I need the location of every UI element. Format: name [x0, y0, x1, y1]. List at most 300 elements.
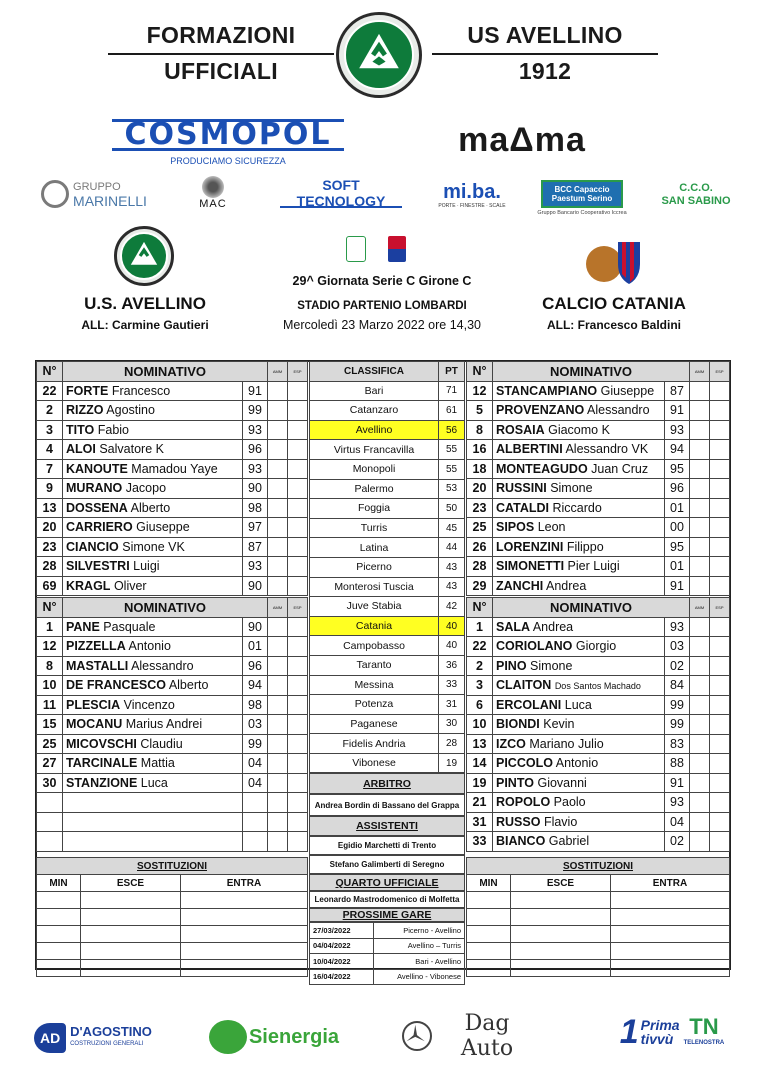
player-surname: MOCANU: [66, 717, 123, 732]
standings-team: Paganese: [310, 714, 439, 734]
player-birth-year: 88: [665, 754, 690, 774]
player-name: [63, 676, 243, 696]
substitutions-header-row: [37, 858, 308, 875]
standings-points: 50: [439, 499, 465, 519]
player-row: [37, 617, 308, 637]
standings-table: [309, 361, 465, 773]
amm-header: AMM: [690, 598, 710, 618]
player-esp-cell: [288, 576, 308, 596]
player-surname: SILVESTRI: [66, 559, 130, 574]
player-amm-cell: [690, 656, 710, 676]
player-name: [63, 459, 243, 479]
amm-header: AMM: [268, 598, 288, 618]
player-row: [37, 754, 308, 774]
player-esp-cell: [710, 576, 730, 596]
match-stadium: STADIO PARTENIO LOMBARDI: [297, 300, 467, 312]
player-number: 25: [467, 518, 493, 538]
player-firstname: Riccardo: [552, 500, 602, 515]
player-number: 22: [37, 381, 63, 401]
avellino-crest-logo: [336, 12, 422, 98]
standings-team: Potenza: [310, 695, 439, 715]
player-surname: DOSSENA: [66, 500, 128, 515]
player-name: [63, 734, 243, 754]
standings-points: 45: [439, 518, 465, 538]
header-left-title-1: FORMAZIONI: [146, 22, 296, 48]
player-surname: MICOVSCHI: [66, 736, 137, 751]
player-row: [467, 498, 730, 518]
player-firstname: Marius Andrei: [125, 717, 203, 732]
player-row: [37, 734, 308, 754]
player-row: [467, 637, 730, 657]
player-firstname: Salvatore K: [99, 442, 164, 457]
substitutions-columns-row: [37, 875, 308, 892]
player-esp-cell: [288, 656, 308, 676]
player-name: [63, 773, 243, 793]
player-name: [63, 637, 243, 657]
player-amm-cell: [690, 734, 710, 754]
substitutions-header: SOSTITUZIONI: [37, 858, 308, 875]
standings-team: Virtus Francavilla: [310, 440, 439, 460]
substitution-row: [467, 926, 730, 943]
home-starters-table: [36, 361, 308, 596]
header-right-rule: [432, 53, 658, 55]
standings-points: 71: [439, 381, 465, 401]
standings-points: 42: [439, 597, 465, 617]
player-firstname: Leon: [537, 520, 566, 535]
substitution-cell: [37, 926, 81, 943]
standings-points: 53: [439, 479, 465, 499]
player-number: 3: [467, 676, 493, 696]
standings-points: 36: [439, 655, 465, 675]
player-esp-cell: [288, 381, 308, 401]
referee-header: ARBITRO: [309, 773, 465, 794]
substitution-cell: [81, 960, 181, 977]
standings-row: [310, 616, 465, 636]
player-esp-cell: [710, 381, 730, 401]
player-number: 14: [467, 754, 493, 774]
player-number: 20: [37, 518, 63, 538]
player-birth-year: 97: [243, 518, 268, 538]
player-esp-cell: [288, 440, 308, 460]
number-header: N°: [467, 598, 493, 618]
substitution-cell: [467, 943, 511, 960]
player-number: 20: [467, 479, 493, 499]
player-birth-year: 91: [665, 401, 690, 421]
player-name: [493, 576, 665, 596]
player-amm-cell: [268, 401, 288, 421]
away-team-crest: [584, 234, 642, 286]
player-birth-year: 90: [243, 576, 268, 596]
standings-team: Monterosi Tuscia: [310, 577, 439, 597]
player-surname: MURANO: [66, 481, 123, 496]
player-surname: ZANCHI: [496, 578, 544, 593]
player-birth-year: 02: [665, 656, 690, 676]
player-birth-year: 04: [243, 773, 268, 793]
player-number: 7: [37, 459, 63, 479]
player-number: 26: [467, 537, 493, 557]
substitution-cell: [467, 960, 511, 977]
player-row: [467, 812, 730, 832]
player-birth-year: 99: [243, 734, 268, 754]
substitution-cell: [181, 943, 308, 960]
player-firstname: Alessandro VK: [565, 442, 649, 457]
standings-team: Campobasso: [310, 636, 439, 656]
marinelli-logo: [36, 176, 152, 212]
player-amm-cell: [268, 576, 288, 596]
player-number: 33: [467, 832, 493, 852]
player-esp-cell: [710, 832, 730, 852]
player-row: [37, 557, 308, 577]
player-number: 23: [37, 537, 63, 557]
player-number: 1: [467, 617, 493, 637]
marinelli-icon: [41, 180, 69, 208]
player-birth-year: 90: [243, 617, 268, 637]
player-esp-cell: [288, 637, 308, 657]
player-name: [493, 401, 665, 421]
header-right-title-2: 1912: [518, 58, 572, 84]
header-left-title-2: UFFICIALI: [164, 58, 278, 84]
player-firstname: Giuseppe: [600, 383, 655, 398]
player-amm-cell: [690, 440, 710, 460]
substitution-cell: [511, 943, 611, 960]
player-name: [63, 381, 243, 401]
away-starters-table: [466, 361, 730, 596]
cosmopol-logo: [112, 118, 344, 152]
empty-row: [37, 812, 308, 832]
player-number: 29: [467, 576, 493, 596]
player-birth-year: 95: [665, 459, 690, 479]
home-subs-table: [36, 597, 308, 852]
empty-cell: [63, 832, 243, 852]
player-number: 12: [37, 637, 63, 657]
cosmopol-tagline: PRODUCIAMO SICUREZZA: [170, 156, 286, 166]
standings-row: [310, 420, 465, 440]
substitution-row: [467, 943, 730, 960]
standings-points: 43: [439, 577, 465, 597]
player-row: [467, 459, 730, 479]
player-number: 2: [37, 401, 63, 421]
serie-c-logo: [388, 236, 406, 262]
substitution-cell: [511, 892, 611, 909]
empty-cell: [243, 793, 268, 813]
player-firstname: Fabio: [97, 422, 130, 437]
player-name: [63, 715, 243, 735]
esp-header: ESP: [288, 362, 308, 382]
player-number: 25: [37, 734, 63, 754]
player-birth-year: 04: [665, 812, 690, 832]
player-surname: PICCOLO: [496, 756, 553, 771]
standings-row: [310, 557, 465, 577]
player-number: 18: [467, 459, 493, 479]
player-firstname: Andrea: [546, 578, 587, 593]
player-number: 10: [37, 676, 63, 696]
standings-team: Palermo: [310, 479, 439, 499]
player-surname: SIPOS: [496, 520, 535, 535]
substitution-cell: [37, 909, 81, 926]
player-amm-cell: [690, 381, 710, 401]
player-surname: FORTE: [66, 383, 109, 398]
player-firstname: Mariano Julio: [529, 736, 604, 751]
standings-row: [310, 577, 465, 597]
player-birth-year: 91: [665, 773, 690, 793]
player-number: 11: [37, 695, 63, 715]
player-row: [37, 637, 308, 657]
substitutions-columns-row: [467, 875, 730, 892]
assistants-header: ASSISTENTI: [309, 816, 465, 836]
player-row: [467, 518, 730, 538]
player-amm-cell: [690, 420, 710, 440]
player-esp-cell: [710, 498, 730, 518]
player-esp-cell: [710, 420, 730, 440]
player-esp-cell: [710, 754, 730, 774]
player-surname: SALA: [496, 619, 531, 634]
player-birth-year: 96: [243, 440, 268, 460]
player-name: [63, 440, 243, 460]
player-surname: CATALDI: [496, 500, 549, 515]
standings-team: Foggia: [310, 499, 439, 519]
standings-row: [310, 675, 465, 695]
player-amm-cell: [268, 498, 288, 518]
player-birth-year: 93: [243, 420, 268, 440]
soft-tecnology-logo: SOFT TECNOLOGY: [280, 180, 402, 208]
substitution-row: [37, 909, 308, 926]
player-amm-cell: [268, 715, 288, 735]
player-row: [467, 617, 730, 637]
player-name: [63, 401, 243, 421]
player-amm-cell: [268, 754, 288, 774]
player-surname: TARCINALE: [66, 756, 138, 771]
substitution-cell: [181, 926, 308, 943]
player-amm-cell: [690, 401, 710, 421]
min-header: MIN: [37, 875, 81, 892]
substitution-cell: [37, 943, 81, 960]
player-birth-year: 93: [665, 793, 690, 813]
substitution-cell: [37, 960, 81, 977]
player-firstname: Kevin: [543, 717, 575, 732]
player-name: [63, 537, 243, 557]
player-name: [493, 537, 665, 557]
player-surname: RUSSINI: [496, 481, 547, 496]
name-header: NOMINATIVO: [493, 598, 690, 618]
player-firstname: Giorgio: [575, 639, 617, 654]
amm-header: AMM: [268, 362, 288, 382]
player-birth-year: 02: [665, 832, 690, 852]
player-esp-cell: [710, 734, 730, 754]
mac-name: MAC: [199, 198, 227, 210]
player-birth-year: 99: [665, 695, 690, 715]
min-header: MIN: [467, 875, 511, 892]
prima-tivvu-name-a: Prima: [640, 1017, 680, 1033]
next-game-date: 16/04/2022: [310, 969, 374, 985]
player-birth-year: 93: [243, 557, 268, 577]
player-row: [37, 498, 308, 518]
marinelli-group: GRUPPO: [73, 181, 121, 193]
standings-row: [310, 440, 465, 460]
player-surname: RIZZO: [66, 403, 104, 418]
player-birth-year: 01: [665, 498, 690, 518]
player-esp-cell: [710, 715, 730, 735]
player-number: 3: [37, 420, 63, 440]
substitution-row: [467, 909, 730, 926]
substitution-cell: [611, 926, 730, 943]
player-number: 30: [37, 773, 63, 793]
player-surname: CORIOLANO: [496, 639, 573, 654]
player-firstname: Mattia: [140, 756, 175, 771]
player-birth-year: 84: [665, 676, 690, 696]
player-number: 6: [467, 695, 493, 715]
player-row: [37, 576, 308, 596]
empty-cell: [63, 812, 243, 832]
player-firstname: Simone: [550, 481, 593, 496]
next-games-table: [309, 922, 465, 985]
player-birth-year: 03: [243, 715, 268, 735]
player-esp-cell: [288, 537, 308, 557]
player-surname: PLESCIA: [66, 697, 121, 712]
next-game-row: [310, 954, 465, 970]
miba-logo: [438, 176, 506, 214]
player-name: [493, 479, 665, 499]
player-amm-cell: [690, 576, 710, 596]
standings-row: [310, 401, 465, 421]
standings-team: Vibonese: [310, 753, 439, 773]
player-number: 16: [467, 440, 493, 460]
player-surname: CARRIERO: [66, 520, 133, 535]
number-header: N°: [37, 598, 63, 618]
prima-tivvu-name-b: tivvù: [640, 1031, 674, 1047]
player-row: [467, 676, 730, 696]
empty-cell: [288, 793, 308, 813]
player-row: [37, 773, 308, 793]
player-number: 13: [37, 498, 63, 518]
standings-team: Avellino: [310, 420, 439, 440]
player-amm-cell: [690, 617, 710, 637]
home-team-name: U.S. AVELLINO: [84, 294, 206, 313]
player-esp-cell: [288, 617, 308, 637]
dag-auto-name: Dag Auto: [460, 1011, 514, 1061]
substitution-cell: [37, 892, 81, 909]
player-firstname: Luca: [140, 775, 168, 790]
player-number: 9: [37, 479, 63, 499]
player-surname: BIANCO: [496, 834, 546, 849]
telenostra-icon: TN: [689, 1014, 719, 1039]
standings-row: [310, 538, 465, 558]
player-amm-cell: [690, 832, 710, 852]
player-surname: TITO: [66, 422, 95, 437]
player-birth-year: 91: [665, 576, 690, 596]
substitution-row: [467, 960, 730, 977]
player-surname: SIMONETTI: [496, 559, 565, 574]
number-header: N°: [37, 362, 63, 382]
player-firstname: Simone: [530, 658, 573, 673]
player-name: [63, 479, 243, 499]
player-birth-year: 96: [665, 479, 690, 499]
player-firstname: Paolo: [553, 795, 586, 810]
substitution-cell: [611, 943, 730, 960]
player-esp-cell: [288, 773, 308, 793]
player-amm-cell: [268, 459, 288, 479]
player-number: 23: [467, 498, 493, 518]
player-firstname: Alessandro: [587, 403, 650, 418]
entra-header: ENTRA: [181, 875, 308, 892]
substitution-cell: [611, 892, 730, 909]
player-firstname: Jacopo: [125, 481, 167, 496]
player-row: [37, 537, 308, 557]
player-name: [493, 381, 665, 401]
substitution-cell: [181, 960, 308, 977]
standings-row: [310, 499, 465, 519]
substitution-cell: [511, 926, 611, 943]
assistant-1-name: Egidio Marchetti di Trento: [309, 836, 465, 855]
standings-points: 43: [439, 557, 465, 577]
away-substitutions-table: [466, 857, 730, 977]
player-name: [493, 695, 665, 715]
player-birth-year: 93: [665, 420, 690, 440]
standings-team: Picerno: [310, 557, 439, 577]
telenostra-name: TELENOSTRA: [683, 1040, 725, 1046]
player-surname: CIANCIO: [66, 539, 119, 554]
player-row: [467, 576, 730, 596]
dagostino-icon: AD: [34, 1023, 66, 1053]
player-name: [63, 695, 243, 715]
substitution-cell: [81, 892, 181, 909]
player-surname: MONTEAGUDO: [496, 461, 588, 476]
player-number: 8: [467, 420, 493, 440]
player-amm-cell: [268, 734, 288, 754]
player-amm-cell: [690, 518, 710, 538]
substitutions-header: SOSTITUZIONI: [467, 858, 730, 875]
player-name: [493, 793, 665, 813]
player-amm-cell: [268, 695, 288, 715]
player-birth-year: 91: [243, 381, 268, 401]
standings-points: 55: [439, 459, 465, 479]
esce-header: ESCE: [511, 875, 611, 892]
player-firstname: Pasquale: [103, 619, 156, 634]
standings-points: 19: [439, 753, 465, 773]
player-surname: STANCAMPIANO: [496, 383, 598, 398]
player-number: 13: [467, 734, 493, 754]
player-name: [63, 518, 243, 538]
player-firstname: Luigi: [133, 559, 160, 574]
standings-row: [310, 695, 465, 715]
substitutions-header-row: [467, 858, 730, 875]
player-esp-cell: [710, 459, 730, 479]
player-name: [493, 498, 665, 518]
player-row: [467, 420, 730, 440]
player-esp-cell: [710, 518, 730, 538]
player-surname: KANOUTE: [66, 461, 128, 476]
player-birth-year: 98: [243, 695, 268, 715]
standings-header-row: [310, 362, 465, 382]
player-name: [493, 518, 665, 538]
player-birth-year: 95: [665, 537, 690, 557]
substitution-row: [37, 943, 308, 960]
lega-pro-logo: [346, 236, 366, 262]
player-name: [63, 576, 243, 596]
player-surname: PANE: [66, 619, 100, 634]
player-number: 21: [467, 793, 493, 813]
player-surname: ALOI: [66, 442, 96, 457]
player-esp-cell: [288, 715, 308, 735]
cco-name: C.C.O.: [679, 182, 713, 194]
esp-header: ESP: [288, 598, 308, 618]
player-name: [493, 715, 665, 735]
player-amm-cell: [690, 459, 710, 479]
cco-place: SAN SABINO: [661, 195, 731, 207]
player-firstname: Antonio: [128, 639, 171, 654]
lineup-header-row: [467, 598, 730, 618]
points-header: PT: [439, 362, 465, 382]
player-name: [63, 557, 243, 577]
